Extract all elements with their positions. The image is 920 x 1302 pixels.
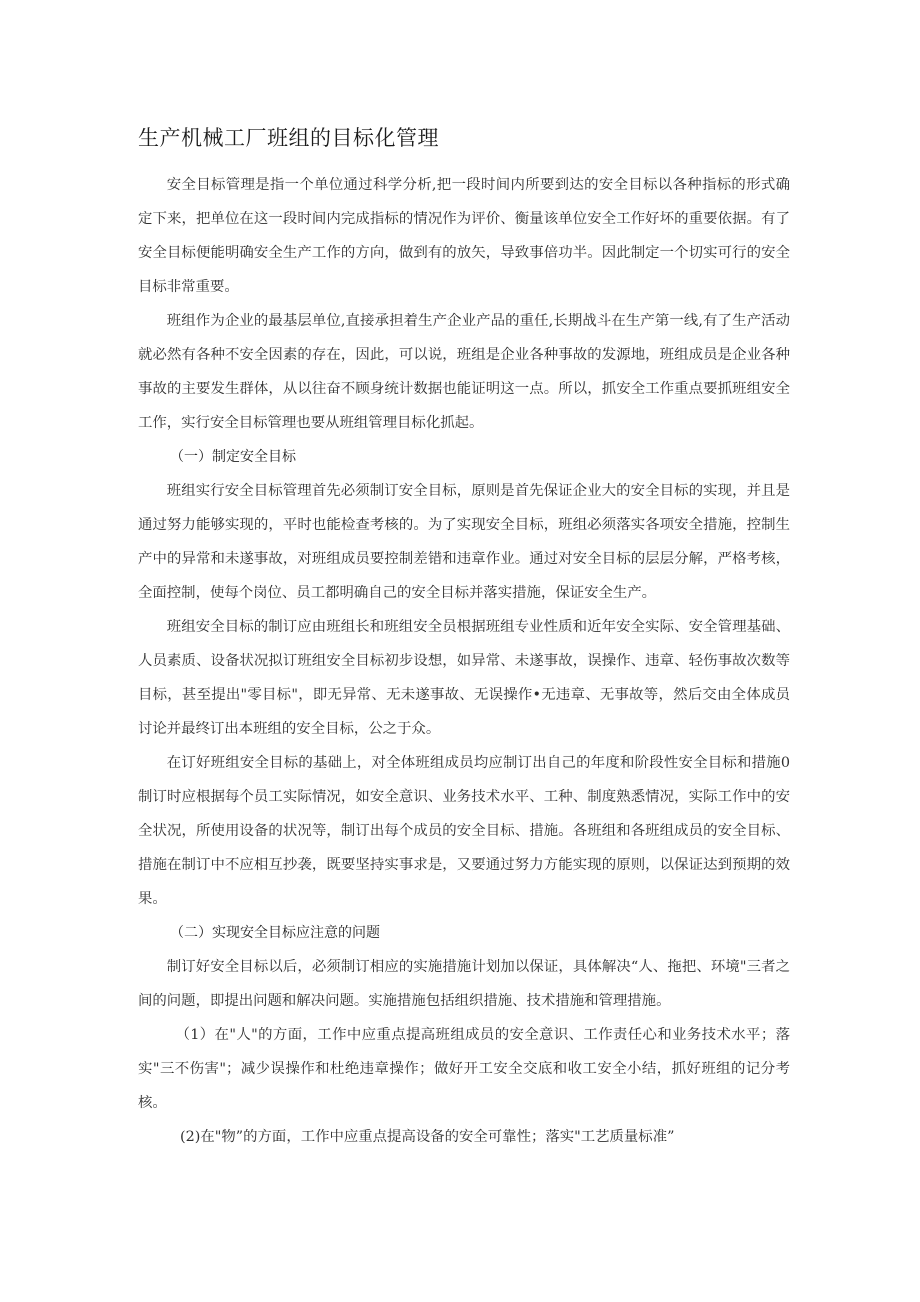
paragraph-implementation: 制订好安全目标以后，必须制订相应的实施措施计划加以保证，具体解决“人、拖把、环境"三者之间的问题，即提出问题和解决问题。实施措施包括组织措施、技术措施和管理措施。 (138, 959, 790, 1009)
paragraph-set-goals: 班组实行安全目标管理首先必须制订安全目标，原则是首先保证企业大的安全目标的实现，并且是通过努力能够实现的，平时也能检查考核的。为了实现安全目标，班组必须落实各项安全措施，控制生产中的异常和未遂事故，对班组成员要控制差错和违章作业。通过对安全目标的层层分解，严格考核，全面控制，使每个岗位、员工都明确自己的安全目标并落实措施，保证安全生产。 (138, 483, 790, 601)
paragraph-goal-drafting: 班组安全目标的制订应由班组长和班组安全员根据班组专业性质和近年安全实际、安全管理基础、人员素质、设备状况拟订班组安全目标初步设想，如异常、未遂事故，误操作、违章、轻伤事故次数等目标，甚至提出"零目标"，即无异常、无未遂事故、无误操作•无违章、无事故等，然后交由全体成员讨论并最终订出本班组的安全目标，公之于众。 (138, 619, 790, 737)
paragraph-team-role: 班组作为企业的最基层单位,直接承担着生产企业产品的重任,长期战斗在生产第一线,有了生产活动就必然有各种不安全因素的存在，因此，可以说，班组是企业各种事故的发源地，班组成员是企业各种事故的主要发生群体，从以往奋不顾身统计数据也能证明这一点。所以，抓安全工作重点要抓班组安全工作，实行安全目标管理也要从班组管理目标化抓起。 (138, 313, 790, 431)
document-title: 生产机械工厂班组的目标化管理 (138, 126, 439, 150)
paragraph-intro: 安全目标管理是指一个单位通过科学分析,把一段时间内所要到达的安全目标以各种指标的形式确定下来，把单位在这一段时间内完成指标的情况作为评价、衡量该单位安全工作好坏的重要依据。有了安全目标便能明确安全生产工作的方向，做到有的放矢，导致事倍功半。因此制定一个切实可行的安全目标非常重要。 (138, 177, 790, 295)
paragraph-individual-goals: 在订好班组安全目标的基础上，对全体班组成员均应制订出自己的年度和阶段性安全目标和措施0制订时应根据每个员工实际情况，如安全意识、业务技术水平、工种、制度熟悉情况，实际工作中的安全状况，所使用设备的状况等，制订出每个成员的安全目标、措施。各班组和各班组成员的安全目标、措施在制订中不应相互抄袭，既要坚持实事求是，又要通过努力方能实现的原则，以保证达到预期的效果。 (138, 755, 790, 907)
document-body (138, 168, 790, 1154)
section-heading-set-goals: （一）制定安全目标 (170, 449, 296, 465)
section-heading-implementation: （二）实现安全目标应注意的问题 (170, 925, 380, 941)
list-item-people: （1）在"人"的方面，工作中应重点提高班组成员的安全意识、工作责任心和业务技术水平；落实"三不伤害"；减少误操作和杜绝违章操作；做好开工安全交底和收工安全小结，抓好班组的记分考核。 (138, 1027, 790, 1111)
list-item-objects: (2)在"物”的方面，工作中应重点提高设备的安全可靠性；落实"工艺质量标准” (180, 1129, 675, 1145)
